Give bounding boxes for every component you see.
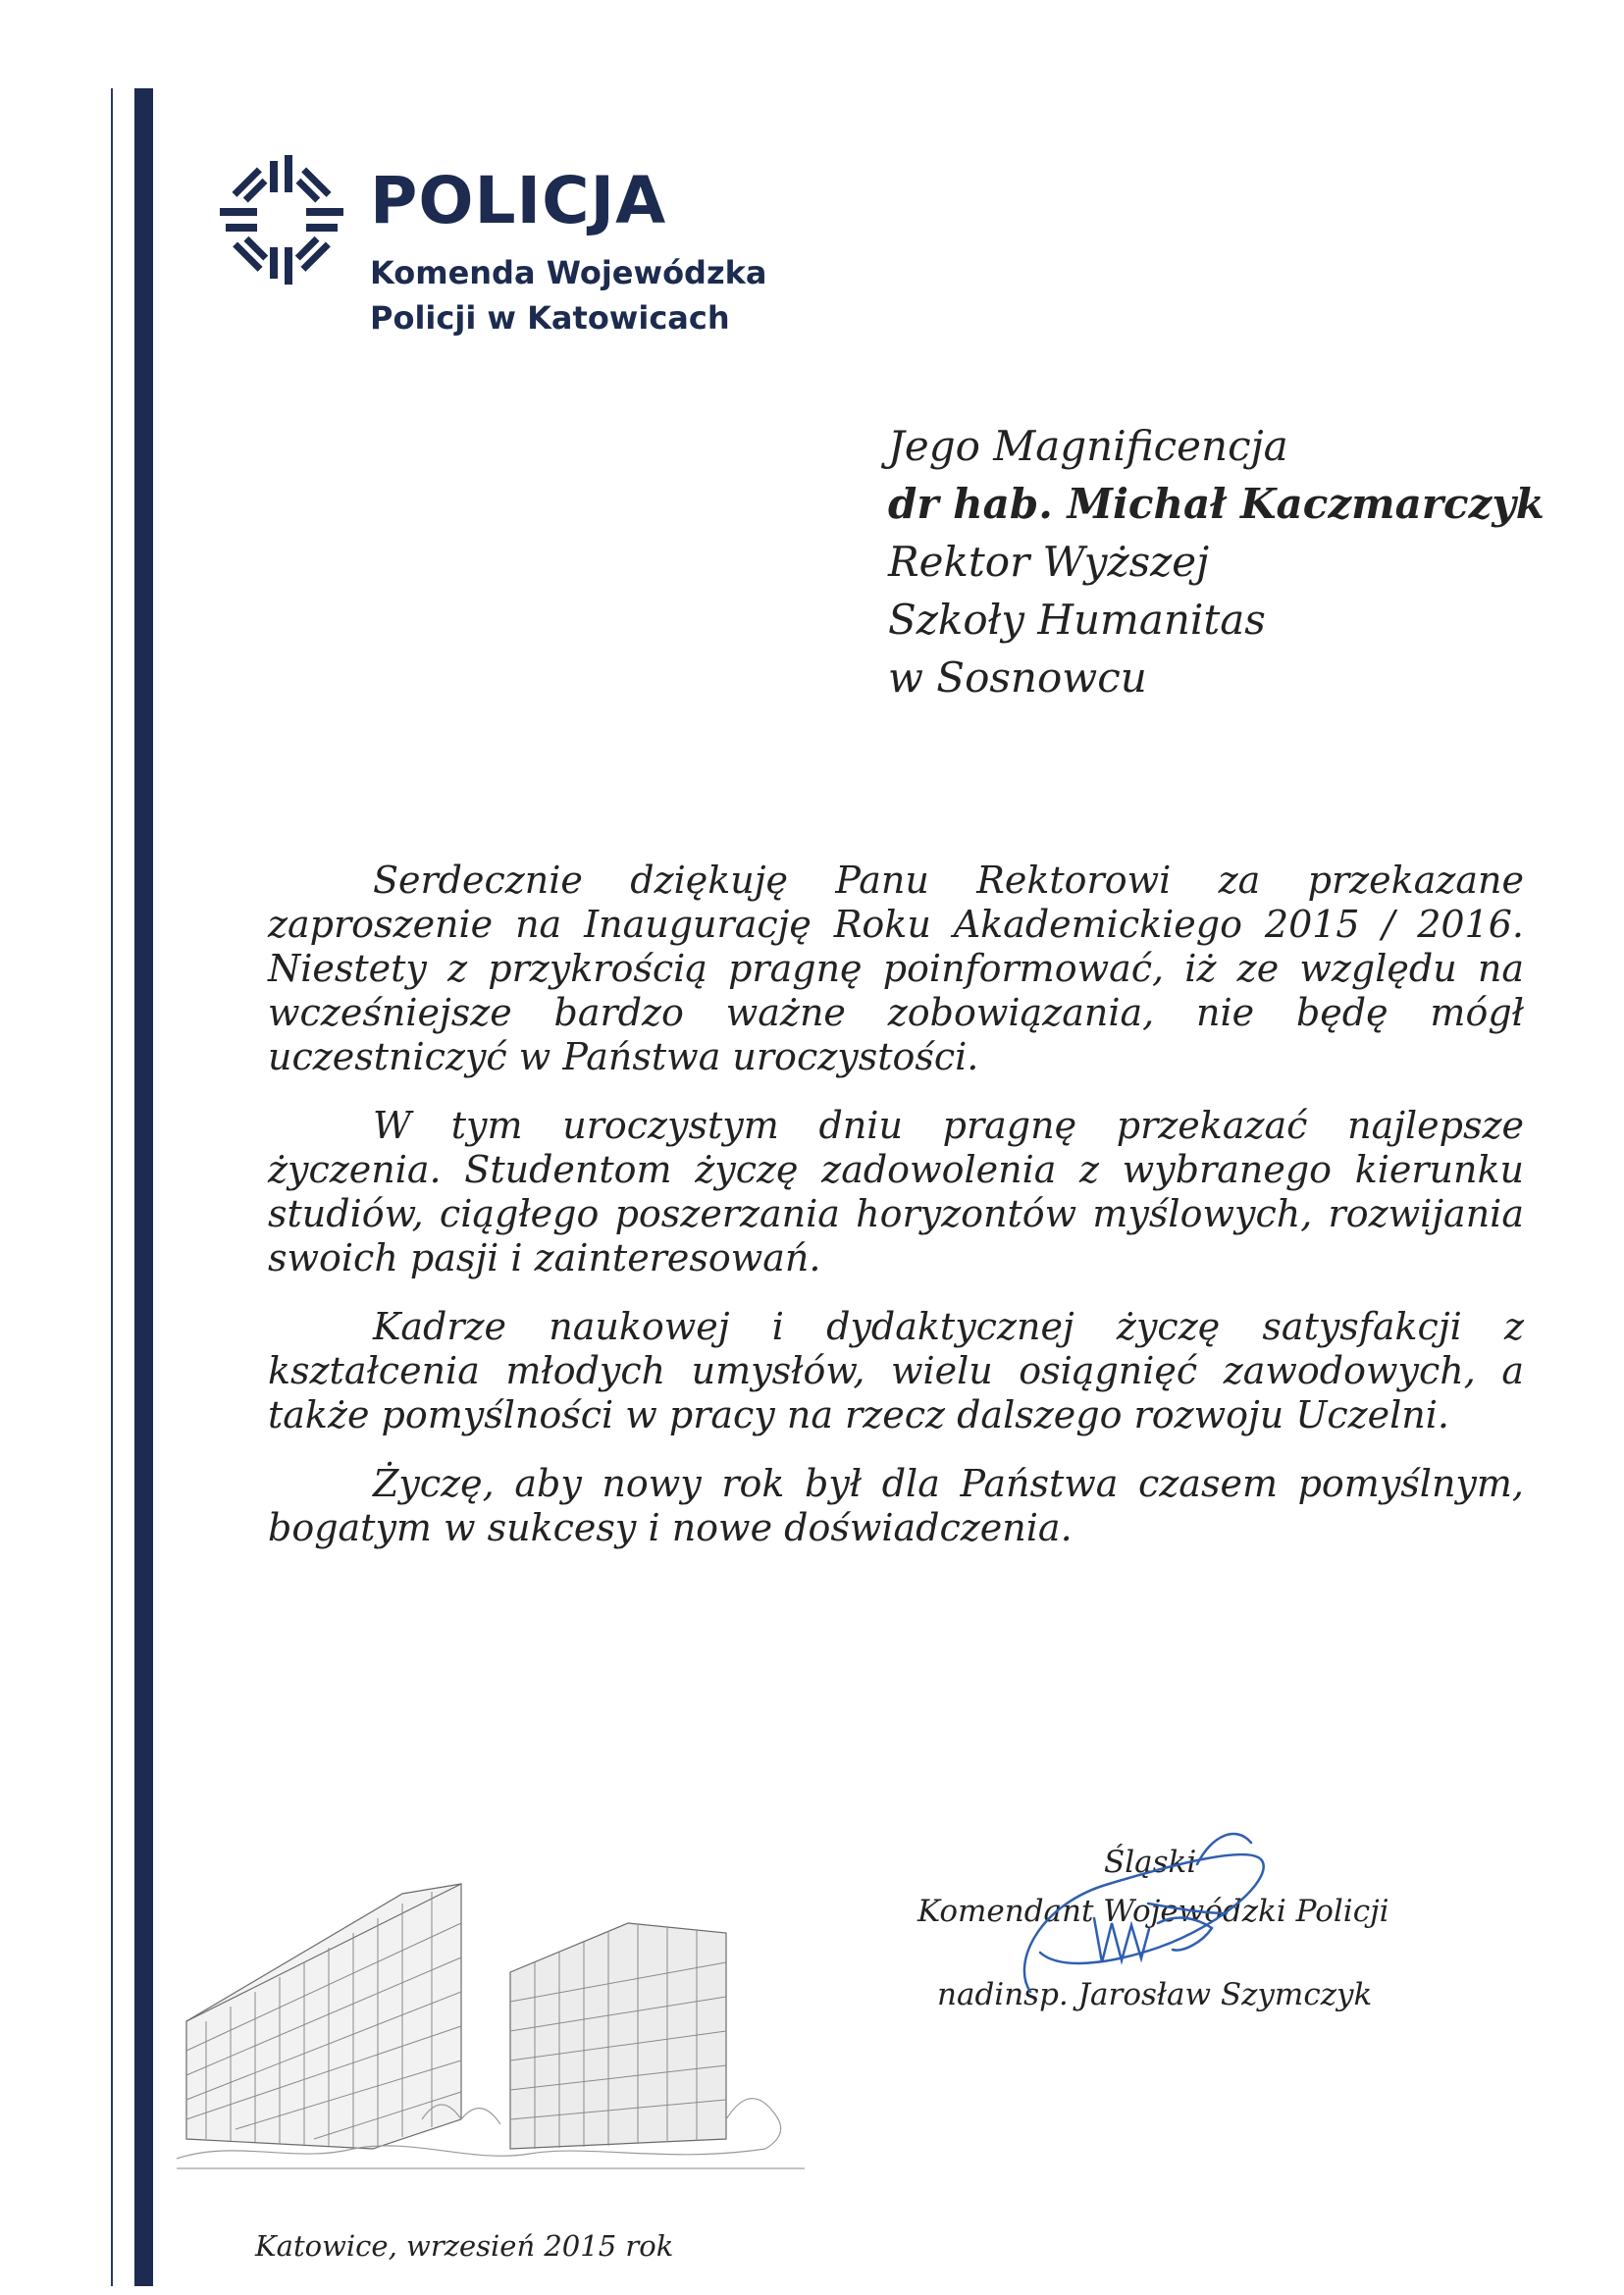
logo-title: POLICJA xyxy=(370,163,667,238)
police-star-icon xyxy=(208,153,355,287)
addressee-line3: Rektor Wyższej xyxy=(888,538,1210,586)
letter-body xyxy=(268,859,1524,1575)
page-border-thick-bar xyxy=(134,88,153,2286)
addressee-line5: w Sosnowcu xyxy=(888,653,1147,702)
signature-name: nadinsp. Jarosław Szymczyk xyxy=(937,1977,1373,2012)
body-paragraph-1: Serdecznie dziękuję Panu Rektorowi za przekazane zaproszenie na Inaugurację Roku Akademickiego 2015 / 2016. Niestety z przykrością pragnę poinformować, iż ze względu na wcześniejsze bardzo ważne zobowiązania, nie będę mógł uczestniczyć w Państwa uroczystości. xyxy=(268,859,1524,1078)
place-and-date: Katowice, wrzesień 2015 rok xyxy=(255,2229,674,2263)
body-paragraph-4: Życzę, aby nowy rok był dla Państwa czasem pomyślnym, bogatym w sukcesy i nowe doświadczenia. xyxy=(268,1462,1524,1549)
addressee-name: dr hab. Michał Kaczmarczyk xyxy=(888,480,1545,528)
page-border-thin-line xyxy=(111,88,113,2286)
logo-subtitle-line2: Policji w Katowicach xyxy=(370,299,730,337)
addressee-line1: Jego Magnificencja xyxy=(888,422,1288,470)
addressee-block xyxy=(888,417,1545,706)
addressee-line4: Szkoły Humanitas xyxy=(888,596,1266,644)
signature-title-line2: Komendant Wojewódzki Policji xyxy=(917,1894,1389,1929)
signature-title-line1: Śląski xyxy=(1104,1845,1197,1880)
headquarters-building-illustration xyxy=(177,1825,805,2178)
handwritten-signature xyxy=(1001,1815,1295,2011)
body-paragraph-3: Kadrze naukowej i dydaktycznej życzę satysfakcji z kształcenia młodych umysłów, wielu osiągnięć zawodowych, a także pomyślności w pracy na rzecz dalszego rozwoju Uczelni. xyxy=(268,1305,1524,1436)
logo-subtitle-line1: Komenda Wojewódzka xyxy=(370,254,767,291)
body-paragraph-2: W tym uroczystym dniu pragnę przekazać najlepsze życzenia. Studentom życzę zadowolenia z wybranego kierunku studiów, ciągłego poszerzania horyzontów myślowych, rozwijania swoich pasji i zainteresowań. xyxy=(268,1104,1524,1279)
